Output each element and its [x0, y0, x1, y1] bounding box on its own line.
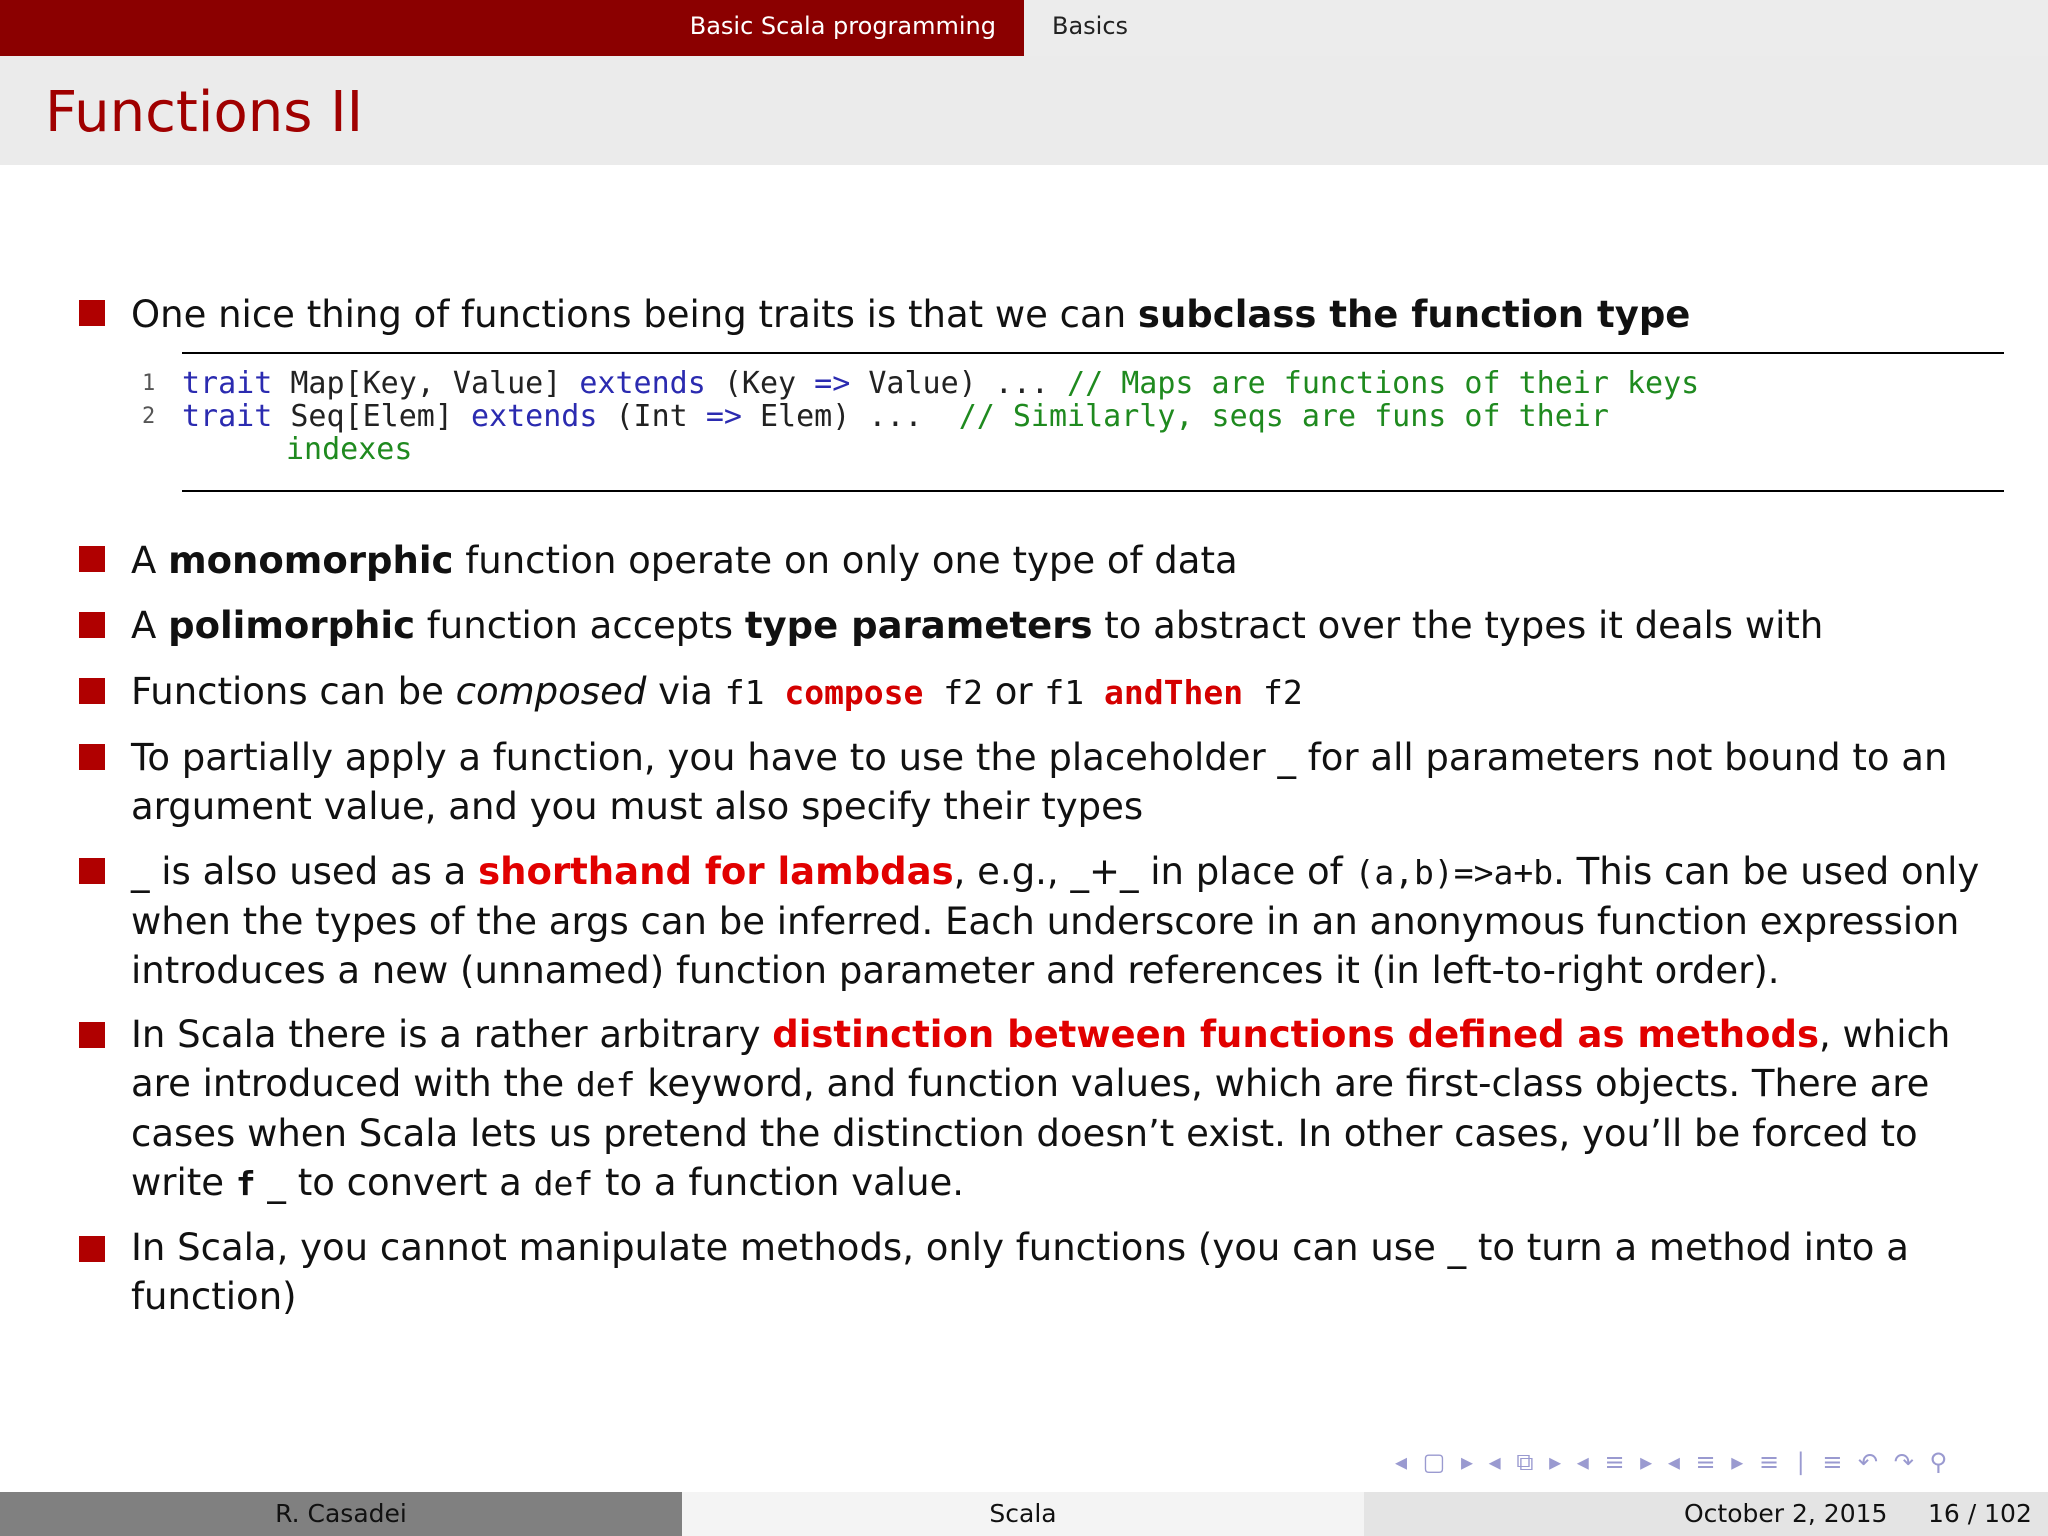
- bold-text: type parameters: [744, 604, 1093, 647]
- slide-title-bar: [0, 56, 2048, 165]
- text-span: Functions can be: [131, 670, 456, 713]
- bold-text: subclass the function type: [1137, 293, 1691, 336]
- text-span: , e.g., _+_ in place of: [953, 850, 1355, 893]
- bold-text: polimorphic: [168, 604, 416, 647]
- top-navigation-bar: [0, 0, 2048, 56]
- bullet-marker: [79, 678, 105, 704]
- keyword: extends: [579, 366, 706, 401]
- bullet-composition: [131, 667, 2011, 717]
- line-number: 1: [142, 371, 156, 396]
- text-span: function operate on only one type of data: [453, 539, 1238, 582]
- section-label: Basic Scala programming: [689, 12, 996, 40]
- bullet-manipulate-methods: [131, 1223, 2011, 1321]
- text-span: In Scala, you cannot manipulate methods, only functions (you can use _ to turn a method into a function): [131, 1226, 1909, 1318]
- bullet-marker: [79, 744, 105, 770]
- bullet-polimorphic: [131, 601, 2011, 650]
- text-span: _ is also used as a: [131, 850, 479, 893]
- bullet-marker: [79, 300, 105, 326]
- highlight-text: shorthand for lambdas: [478, 850, 954, 893]
- line-number: 2: [142, 404, 156, 429]
- code-text: Value) ...: [850, 366, 1068, 401]
- bullet-marker: [79, 858, 105, 884]
- section-tab[interactable]: [0, 0, 1024, 56]
- keyword: =>: [814, 366, 851, 401]
- code-inline: f: [235, 1164, 256, 1203]
- text-span: . This can be used only when the types of the args can be inferred. Each underscore in an anonymous function expression introduces a new (unnamed) function parameter and references it (in left-to-right order).: [131, 850, 1980, 992]
- code-line-1: [142, 366, 1700, 401]
- beamer-navigation-icons[interactable]: ◂ ▢ ▸ ◂ ⧉ ▸ ◂ ≡ ▸ ◂ ≡ ▸ ≡ ∣ ≡ ↶ ↷ ⚲: [1395, 1448, 1952, 1476]
- text-span: _ to convert a: [255, 1161, 534, 1204]
- code-text: Elem) ...: [741, 399, 959, 434]
- footer-date: October 2, 2015: [1684, 1499, 1888, 1528]
- code-text: (Key: [705, 366, 815, 401]
- bullet-subclass-function-type: [131, 290, 2011, 339]
- bullet-methods-vs-functions: [131, 1010, 2011, 1208]
- code-comment: // Maps are functions of their keys: [1067, 366, 1700, 401]
- keyword: =>: [705, 399, 742, 434]
- code-inline: f2: [1243, 673, 1303, 712]
- text-span: to a function value.: [593, 1161, 965, 1204]
- keyword: trait: [182, 399, 273, 434]
- code-inline: f1: [724, 673, 785, 712]
- bullet-marker: [79, 546, 105, 572]
- bullet-partial-application: [131, 733, 2011, 831]
- code-line-2-continuation: [286, 432, 412, 467]
- slide-title: Functions II: [45, 80, 364, 145]
- code-listing: [142, 352, 2004, 492]
- code-inline: f2: [923, 673, 984, 712]
- footer-right: [1364, 1492, 2048, 1536]
- code-inline: def: [533, 1164, 594, 1203]
- code-comment: // Similarly, seqs are funs of their: [958, 399, 1609, 434]
- text-span: keyword, and function values, which are first-class objects. There are cases when Scala lets us pretend the distinction doesn’t exist. In other cases, you’ll be forced to write: [131, 1062, 1930, 1204]
- text-span: or: [983, 670, 1045, 713]
- text-span: via: [646, 670, 725, 713]
- code-text: (Int: [597, 399, 706, 434]
- subsection-label[interactable]: Basics: [1052, 12, 1129, 40]
- code-inline: (a,b)=>a+b: [1354, 853, 1554, 892]
- text-span: A: [131, 539, 169, 582]
- code-text: Map[Key, Value]: [272, 366, 580, 401]
- keyword: trait: [182, 366, 273, 401]
- text-span: One nice thing of functions being traits is that we can: [131, 293, 1138, 336]
- text-span: , which are introduced with the: [131, 1013, 1951, 1105]
- bold-text: monomorphic: [168, 539, 454, 582]
- footer-page-number: 16 / 102: [1928, 1499, 2032, 1528]
- footer-author: R. Casadei: [0, 1492, 682, 1536]
- code-inline: def: [575, 1065, 636, 1104]
- text-span: to abstract over the types it deals with: [1092, 604, 1824, 647]
- text-span: A: [131, 604, 169, 647]
- text-span: In Scala there is a rather arbitrary: [131, 1013, 773, 1056]
- bullet-marker: [79, 1022, 105, 1048]
- footer-title: Scala: [682, 1492, 1364, 1536]
- keyword: extends: [471, 399, 598, 434]
- bullet-shorthand-lambdas: [131, 847, 2011, 995]
- bullet-monomorphic: [131, 536, 2011, 585]
- code-line-2: [142, 399, 1609, 434]
- code-inline: f1: [1044, 673, 1104, 712]
- bullet-marker: [79, 612, 105, 638]
- code-keyword-inline: compose: [784, 673, 924, 712]
- text-span: To partially apply a function, you have to use the placeholder _ for all parameters not bound to an argument value, and you must also specify their types: [131, 736, 1948, 828]
- code-text: Seq[Elem]: [272, 399, 471, 434]
- code-keyword-inline: andThen: [1104, 673, 1244, 712]
- bullet-marker: [79, 1236, 105, 1262]
- footer-bar: [0, 1492, 2048, 1536]
- highlight-text: distinction between functions defined as methods: [772, 1013, 1819, 1056]
- italic-text: composed: [455, 670, 647, 713]
- text-span: function accepts: [415, 604, 745, 647]
- code-comment: indexes: [286, 432, 413, 467]
